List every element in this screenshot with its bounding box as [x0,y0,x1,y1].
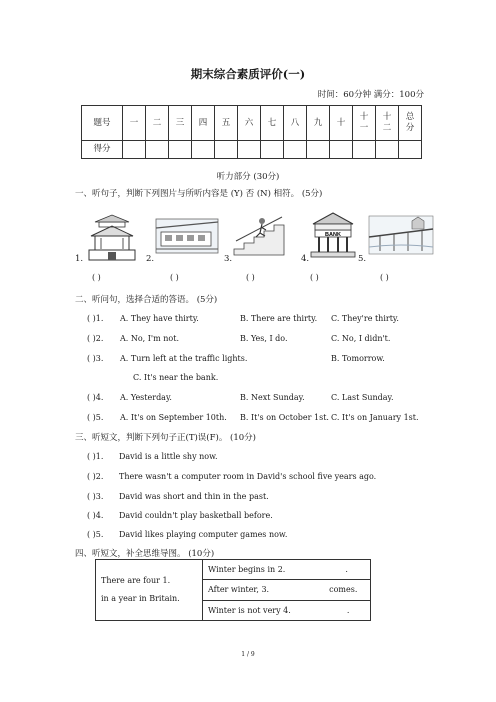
score-col: 四 [192,106,215,141]
picture-4 [309,210,357,258]
score-cell[interactable] [146,141,169,159]
score-cell[interactable] [215,141,238,159]
bank-icon [309,210,357,258]
mind-map-table [95,559,371,621]
score-cell[interactable] [399,141,422,159]
score-cell[interactable] [284,141,307,159]
picture-2 [155,218,219,254]
score-col [376,106,399,141]
q2-option: C. It's on January 1st. [331,413,419,422]
q2-num[interactable]: ( )4. [87,393,104,402]
q2-option: C. They're thirty. [331,314,399,323]
score-table [81,105,422,159]
bank-sign-text: BANK [325,232,341,238]
score-cell[interactable] [376,141,399,159]
score-col: 十 [330,106,353,141]
listening-title: 听力部分 (30分) [216,172,280,182]
score-cell[interactable] [353,141,376,159]
score-col: 一 [123,106,146,141]
q2-option: C. Last Sunday. [331,393,394,402]
mind-map-right-1 [203,560,371,580]
q2-option: B. There are thirty. [240,314,318,323]
mind-map-text: Winter begins in 2. [208,565,286,575]
q2-num[interactable]: ( )3. [87,354,104,363]
q3-text: David likes playing computer games now. [119,530,288,539]
bridge-icon [368,215,434,255]
score-col: 七 [261,106,284,141]
answer-blank[interactable]: ( ) [310,273,319,282]
mind-map-right-2 [203,580,371,600]
mind-map-text: Winter is not very 4. [208,605,291,615]
score-col: 九 [307,106,330,141]
q3-text: David couldn't play basketball before. [119,511,273,520]
q2-option: A. Turn left at the traffic lights. [120,354,248,363]
mind-map-right-3 [203,600,371,620]
q2-num[interactable]: ( )2. [87,334,104,343]
q2-num[interactable]: ( )1. [87,314,104,323]
score-col [353,106,376,141]
answer-blank[interactable]: ( ) [246,273,255,282]
score-label: 得分 [82,141,123,159]
page-title: 期末综合素质评价(一) [190,67,306,81]
mind-map-period: . [346,605,350,615]
section-1-heading: 一、听句子，判断下列图片与所听内容是 (Y) 否 (N) 相符。 (5分) [75,189,323,199]
score-cell[interactable] [192,141,215,159]
score-col-11: 十一 [359,112,369,133]
q3-num[interactable]: ( )2. [87,472,104,481]
q3-num[interactable]: ( )5. [87,530,104,539]
q3-num[interactable]: ( )3. [87,492,104,501]
score-cell[interactable] [330,141,353,159]
q2-option: B. Yes, I do. [240,334,288,343]
pic-number-2: 2. [146,254,155,264]
score-col: 六 [238,106,261,141]
score-col [399,106,422,141]
mind-map-left-line1: There are four 1. [101,576,171,585]
score-cell[interactable] [261,141,284,159]
q2-option: A. Yesterday. [120,393,172,402]
mind-map-period: . [345,565,348,575]
pic-number-4: 4. [301,254,310,264]
q2-option: A. No, I'm not. [120,334,179,343]
q2-option: B. Tomorrow. [331,354,385,363]
score-col-12: 十二 [382,112,392,133]
q3-num[interactable]: ( )4. [87,511,104,520]
pic-number-1: 1. [75,254,84,264]
q3-text: David is a little shy now. [119,452,218,461]
score-cell[interactable] [238,141,261,159]
score-col: 八 [284,106,307,141]
time-info: 时间：60分钟 满分：100分 [317,90,424,100]
page-footer: 1 / 9 [241,651,255,658]
pic-number-5: 5. [358,254,367,264]
score-cell[interactable] [307,141,330,159]
mind-map-left [96,560,203,621]
score-cell[interactable] [123,141,146,159]
answer-blank[interactable]: ( ) [170,273,179,282]
q2-num[interactable]: ( )5. [87,413,104,422]
pic-number-3: 3. [224,254,233,264]
section-4-heading: 四、听短文，补全思维导图。 (10分) [75,549,215,559]
mind-map-text: After winter, 3. [208,585,270,595]
q3-text: David was short and thin in the past. [119,492,269,501]
section-3-heading: 三、听短文，判断下列句子正(T)误(F)。 (10分) [75,433,256,443]
score-col: 五 [215,106,238,141]
score-col: 二 [146,106,169,141]
q3-text: There wasn't a computer room in David's school five years ago. [119,472,377,481]
score-col: 三 [169,106,192,141]
picture-1 [87,210,137,262]
picture-3 [232,213,290,257]
section-2-heading: 二、听问句，选择合适的答语。 (5分) [75,295,218,305]
q2-option: A. It's on September 10th. [120,413,227,422]
q2-option: B. Next Sunday. [240,393,305,402]
q2-option: A. They have thirty. [120,314,199,323]
score-col-total: 总分 [405,112,415,133]
score-table-header-label: 题号 [82,106,123,141]
mind-map-text: comes. [329,585,358,595]
q2-option: C. It's near the bank. [133,373,219,382]
mind-map-left-line2: in a year in Britain. [101,594,180,603]
gate-tower-icon [87,210,137,262]
train-station-icon [155,218,219,254]
staircase-icon [232,213,290,257]
answer-blank[interactable]: ( ) [380,273,389,282]
q2-option: B. It's on October 1st. [240,413,329,422]
picture-5 [368,215,434,255]
answer-blank[interactable]: ( ) [92,273,101,282]
q3-num[interactable]: ( )1. [87,452,104,461]
q2-option: C. No, I didn't. [331,334,391,343]
score-cell[interactable] [169,141,192,159]
